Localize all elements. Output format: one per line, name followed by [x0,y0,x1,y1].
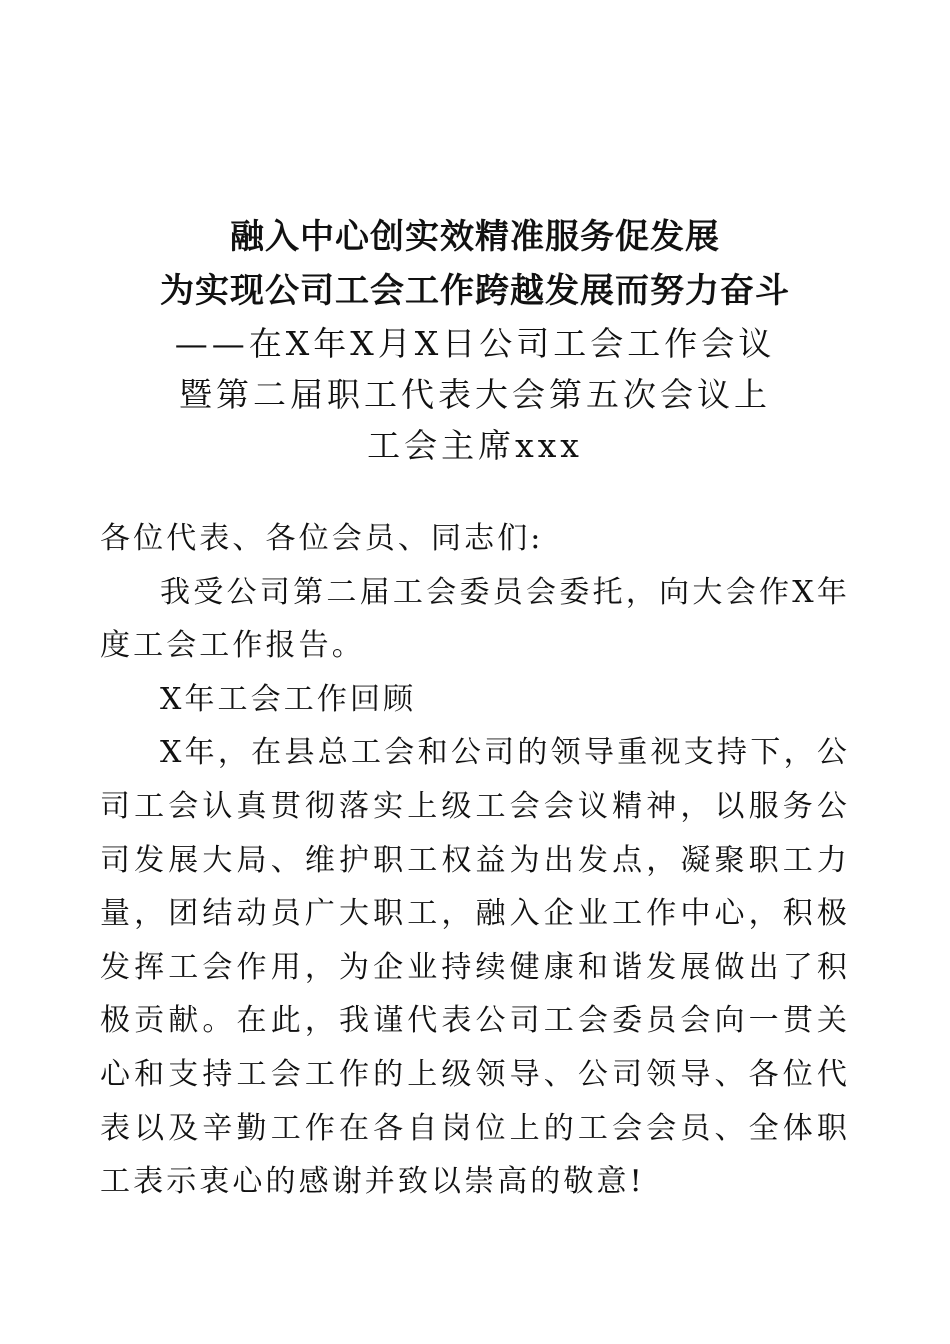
main-title-line-2: 为实现公司工会工作跨越发展而努力奋斗 [160,271,790,311]
greeting: 各位代表、各位会员、同志们: [100,521,544,556]
paragraph-review: X年，在县总工会和公司的领导重视支持下，公司工会认真贯彻落实上级工会会议精神，以服务公司发展大局、维护职工权益为出发点，凝聚职工力量，团结动员广大职工，融入企业工作中心，积极发挥工会作用，为企业持续健康和谐发展做出了积极贡献。在此，我谨代表公司工会委员会向一贯关心和支持工会工作的上级领导、公司领导、各位代表以及辛勤工作在各自岗位上的工会会员、全体职工表示衷心的感谢并致以崇高的敬意! [100,735,850,1200]
paragraph-report-intro: 我受公司第二届工会委员会委托，向大会作X年度工会工作报告。 [100,574,850,664]
title-block [0,210,950,471]
subtitle-speaker: 工会主席xxx [367,426,583,465]
body-text [100,512,850,1209]
subtitle-line-2: 暨第二届职工代表大会第五次会议上 [179,375,771,414]
main-title-line-1: 融入中心创实效精准服务促发展 [230,217,720,257]
section-heading-review: X年工会工作回顾 [160,681,417,717]
subtitle-line-1: ——在X年X月X日公司工会工作会议 [174,324,776,363]
